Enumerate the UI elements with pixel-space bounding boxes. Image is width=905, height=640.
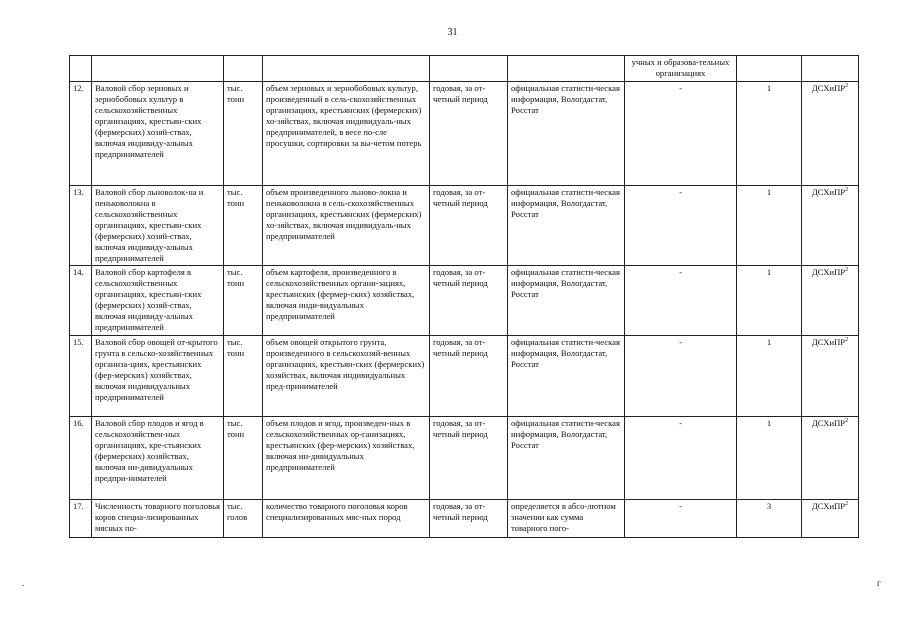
col8-cell: 1 bbox=[737, 186, 802, 266]
period-cell: годовая, за от-четный период bbox=[430, 417, 508, 500]
col8-cell: 3 bbox=[737, 500, 802, 538]
col7-cell: - bbox=[625, 82, 737, 186]
col8-cell: 1 bbox=[737, 266, 802, 336]
responsible-cell bbox=[802, 336, 859, 417]
source-cell: определяется в абсо-лютном значении как сумма товарного пого- bbox=[508, 500, 625, 538]
responsible-cell bbox=[802, 82, 859, 186]
edge-mark-right: г bbox=[877, 578, 881, 588]
period-cell: годовая, за от-четный период bbox=[430, 266, 508, 336]
footnote-mark: 2 bbox=[845, 83, 849, 90]
continuation-cell: учных и образова-тельных организациях bbox=[625, 56, 737, 82]
row-number: 16. bbox=[70, 417, 92, 500]
table-row bbox=[70, 266, 859, 336]
responsible-cell bbox=[802, 266, 859, 336]
indicator-name: Валовой сбор картофеля в сельскохозяйственных организациях, крестьян-ских (фермерских) хозяй-ствах, включая индивиду-альных предпринимателей bbox=[92, 266, 224, 336]
row-number: 15. bbox=[70, 336, 92, 417]
footnote-mark: 2 bbox=[845, 337, 849, 344]
period-cell: годовая, за от-четный период bbox=[430, 82, 508, 186]
page-number: 31 bbox=[447, 27, 458, 38]
responsible-cell bbox=[802, 500, 859, 538]
definition-cell: объем картофеля, произведенного в сельскохозяйственных органи-зациях, крестьянских (фермер-ских) хозяйствах, включая инди-видуальных предпринимателей bbox=[263, 266, 430, 336]
col8-cell: 1 bbox=[737, 336, 802, 417]
row-number: 17. bbox=[70, 500, 92, 538]
col7-cell: - bbox=[625, 417, 737, 500]
col7-cell: - bbox=[625, 266, 737, 336]
edge-mark-left: . bbox=[22, 578, 25, 588]
indicator-name: Валовой сбор льноволок-на и пеньковолокна в сельскохозяйственных организациях, крестьян-ских (фермерских) хозяй-ствах, включая индивиду-альных предпринимателей bbox=[92, 186, 224, 266]
indicator-name: Валовой сбор зерновых и зернобобовых культур в сельскохозяйственных организациях, крестьян-ских (фермерских) хозяй-ствах, включая индивиду-альных предпринимателей bbox=[92, 82, 224, 186]
source-cell: официальная статисти-ческая информация, Вологдастат, Росстат bbox=[508, 186, 625, 266]
unit-cell: тыс. голов bbox=[224, 500, 263, 538]
indicator-name: Валовой сбор овощей от-крытого грунта в сельско-хозяйственных организа-циях, крестьянских (фер-мерских) хозяйствах, включая индивидуальных предпринимателей bbox=[92, 336, 224, 417]
responsible-text: ДСХиПР bbox=[811, 418, 846, 428]
responsible-text: ДСХиПР bbox=[811, 337, 846, 347]
unit-cell: тыс. тонн bbox=[224, 82, 263, 186]
unit-cell: тыс. тонн bbox=[224, 336, 263, 417]
responsible-cell bbox=[802, 417, 859, 500]
col7-cell: - bbox=[625, 186, 737, 266]
definition-cell: объем зерновых и зернобобовых культур, произведенный в сель-скохозяйственных организациях, крестьянских (фермерских) хо-зяйствах, включая индивидуаль-ных предпринимателей, в весе по-сле просушки, сортировки за вы-четом потерь bbox=[263, 82, 430, 186]
definition-cell: количество товарного поголовья коров специализированных мяс-ных пород bbox=[263, 500, 430, 538]
table-row bbox=[70, 186, 859, 266]
responsible-text: ДСХиПР bbox=[811, 187, 846, 197]
indicator-name: Численность товарного поголовья коров специа-лизированных мясных по- bbox=[92, 500, 224, 538]
col7-cell: - bbox=[625, 336, 737, 417]
col8-cell: 1 bbox=[737, 82, 802, 186]
unit-cell: тыс. тонн bbox=[224, 266, 263, 336]
footnote-mark: 2 bbox=[845, 418, 849, 425]
table-row bbox=[70, 500, 859, 538]
unit-cell: тыс. тонн bbox=[224, 186, 263, 266]
period-cell: годовая, за от-четный период bbox=[430, 186, 508, 266]
definition-cell: объем плодов и ягод, произведен-ных в сельскохозяйственных ор-ганизациях, крестьянских (фер-мерских) хозяйствах, включая ин-дивидуальных предпринимателей bbox=[263, 417, 430, 500]
period-cell: годовая, за от-четный период bbox=[430, 336, 508, 417]
indicator-table bbox=[69, 55, 859, 538]
period-cell: годовая, за от-четный период bbox=[430, 500, 508, 538]
source-cell: официальная статисти-ческая информация, Вологдастат, Росстат bbox=[508, 266, 625, 336]
definition-cell: объем овощей открытого грунта, произведенного в сельскохозяй-венных организациях, крестьян-ских (фермерских) хозяйствах, включая индивидуальных пред-принимателей bbox=[263, 336, 430, 417]
row-number: 14. bbox=[70, 266, 92, 336]
source-cell: официальная статисти-ческая информация, Вологдастат, Росстат bbox=[508, 417, 625, 500]
indicator-name: Валовой сбор плодов и ягод в сельскохозяйствен-ных организациях, кре-стьянских (фермерских) хозяйствах, включая ин-дивидуальных предпри-нимателей bbox=[92, 417, 224, 500]
footnote-mark: 2 bbox=[845, 267, 849, 274]
unit-cell: тыс. тонн bbox=[224, 417, 263, 500]
responsible-text: ДСХиПР bbox=[811, 267, 846, 277]
row-number: 12. bbox=[70, 82, 92, 186]
responsible-text: ДСХиПР bbox=[811, 501, 846, 511]
table-row bbox=[70, 336, 859, 417]
col7-cell: - bbox=[625, 500, 737, 538]
definition-cell: объем произведенного льново-локна и пеньковолокна в сель-скохозяйственных организациях, крестьянских (фермерских) хо-зяйствах, включая индивидуаль-ных предпринимателей bbox=[263, 186, 430, 266]
continuation-row bbox=[70, 56, 859, 82]
responsible-cell bbox=[802, 186, 859, 266]
row-number: 13. bbox=[70, 186, 92, 266]
footnote-mark: 2 bbox=[845, 501, 849, 508]
footnote-mark: 2 bbox=[845, 187, 849, 194]
source-cell: официальная статисти-ческая информация, Вологдастат, Росстат bbox=[508, 336, 625, 417]
col8-cell: 1 bbox=[737, 417, 802, 500]
table-row bbox=[70, 82, 859, 186]
source-cell: официальная статисти-ческая информация, Вологдастат, Росстат bbox=[508, 82, 625, 186]
table-row bbox=[70, 417, 859, 500]
responsible-text: ДСХиПР bbox=[811, 83, 846, 93]
